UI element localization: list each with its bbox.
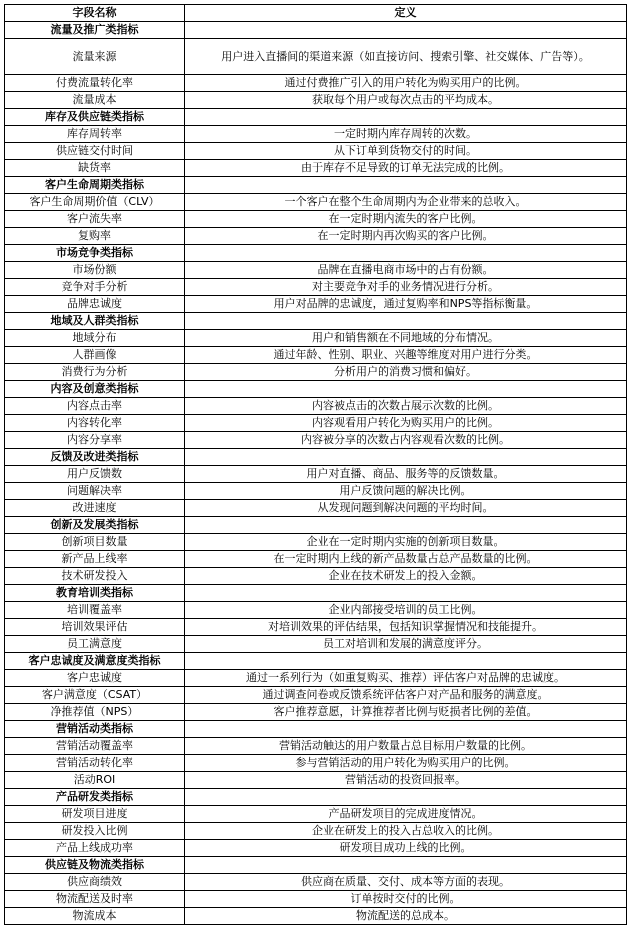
field-name-cell[interactable]: 人群画像: [5, 347, 185, 364]
field-name-cell[interactable]: 竞争对手分析: [5, 279, 185, 296]
category-title[interactable]: 客户忠诚度及满意度类指标: [5, 653, 185, 670]
category-empty-cell[interactable]: [185, 721, 627, 738]
field-name-cell[interactable]: 消费行为分析: [5, 364, 185, 381]
definition-cell[interactable]: 品牌在直播电商市场中的占有份额。: [185, 262, 627, 279]
table-row: [5, 568, 627, 585]
definition-cell[interactable]: 用户对品牌的忠诚度，通过复购率和NPS等指标衡量。: [185, 296, 627, 313]
table-row: [5, 296, 627, 313]
table-row: [5, 772, 627, 789]
table-row: [5, 466, 627, 483]
field-name-cell[interactable]: 客户流失率: [5, 211, 185, 228]
field-name-cell[interactable]: 库存周转率: [5, 126, 185, 143]
table-row: [5, 92, 627, 109]
field-name-cell[interactable]: 技术研发投入: [5, 568, 185, 585]
table-row: [5, 500, 627, 517]
table-row: [5, 619, 627, 636]
table-row: [5, 160, 627, 177]
field-name-cell[interactable]: 物流配送及时率: [5, 891, 185, 908]
category-title[interactable]: 供应链及物流类指标: [5, 857, 185, 874]
category-title[interactable]: 教育培训类指标: [5, 585, 185, 602]
definition-cell[interactable]: 从下订单到货物交付的时间。: [185, 143, 627, 160]
table-row: [5, 891, 627, 908]
field-name-cell[interactable]: 营销活动转化率: [5, 755, 185, 772]
table-row: [5, 806, 627, 823]
definition-cell[interactable]: 通过调查问卷或反馈系统评估客户对产品和服务的满意度。: [185, 687, 627, 704]
table-row: [5, 755, 627, 772]
definition-cell[interactable]: 一个客户在整个生命周期内为企业带来的总收入。: [185, 194, 627, 211]
category-row: [5, 857, 627, 874]
category-title[interactable]: 创新及发展类指标: [5, 517, 185, 534]
category-empty-cell[interactable]: [185, 177, 627, 194]
table-body: [5, 22, 627, 925]
table-row: [5, 908, 627, 925]
definition-cell[interactable]: 内容被分享的次数占内容观看次数的比例。: [185, 432, 627, 449]
definition-cell[interactable]: 由于库存不足导致的订单无法完成的比例。: [185, 160, 627, 177]
definition-cell[interactable]: 营销活动触达的用户数量占总目标用户数量的比例。: [185, 738, 627, 755]
table-row: [5, 738, 627, 755]
table-row: [5, 279, 627, 296]
category-title[interactable]: 内容及创意类指标: [5, 381, 185, 398]
category-title[interactable]: 地域及人群类指标: [5, 313, 185, 330]
definition-cell[interactable]: 在一定时期内上线的新产品数量占总产品数量的比例。: [185, 551, 627, 568]
category-row: [5, 381, 627, 398]
spreadsheet: [4, 4, 626, 925]
table-row: [5, 636, 627, 653]
field-name-cell[interactable]: 客户满意度（CSAT）: [5, 687, 185, 704]
table-row: [5, 126, 627, 143]
category-empty-cell[interactable]: [185, 789, 627, 806]
definition-cell[interactable]: 通过付费推广引入的用户转化为购买用户的比例。: [185, 75, 627, 92]
category-row: [5, 653, 627, 670]
table-row: [5, 364, 627, 381]
field-name-cell[interactable]: 缺货率: [5, 160, 185, 177]
table-row: [5, 670, 627, 687]
definition-cell[interactable]: 用户反馈问题的解决比例。: [185, 483, 627, 500]
table-row: [5, 874, 627, 891]
field-name-cell[interactable]: 内容分享率: [5, 432, 185, 449]
definition-cell[interactable]: 物流配送的总成本。: [185, 908, 627, 925]
table-row: [5, 687, 627, 704]
field-name-cell[interactable]: 培训覆盖率: [5, 602, 185, 619]
field-name-cell[interactable]: 培训效果评估: [5, 619, 185, 636]
table-row: [5, 211, 627, 228]
category-empty-cell[interactable]: [185, 857, 627, 874]
definition-cell[interactable]: 产品研发项目的完成进度情况。: [185, 806, 627, 823]
definition-cell[interactable]: 对培训效果的评估结果，包括知识掌握情况和技能提升。: [185, 619, 627, 636]
table-row: [5, 415, 627, 432]
category-title[interactable]: 流量及推广类指标: [5, 22, 185, 39]
table-row: [5, 39, 627, 75]
field-name-cell[interactable]: 用户反馈数: [5, 466, 185, 483]
definition-cell[interactable]: 内容观看用户转化为购买用户的比例。: [185, 415, 627, 432]
field-name-cell[interactable]: 流量来源: [5, 39, 185, 75]
field-name-cell[interactable]: 净推荐值（NPS）: [5, 704, 185, 721]
field-name-cell[interactable]: 营销活动覆盖率: [5, 738, 185, 755]
category-empty-cell[interactable]: [185, 245, 627, 262]
table-row: [5, 398, 627, 415]
definition-cell[interactable]: 获取每个用户或每次点击的平均成本。: [185, 92, 627, 109]
category-title[interactable]: 市场竞争类指标: [5, 245, 185, 262]
header-row: [5, 5, 627, 22]
table-row: [5, 551, 627, 568]
definition-cell[interactable]: 订单按时交付的比例。: [185, 891, 627, 908]
field-name-cell[interactable]: 地域分布: [5, 330, 185, 347]
table-row: [5, 432, 627, 449]
column-header-definition[interactable]: 定义: [185, 5, 627, 22]
definition-cell[interactable]: 企业在一定时期内实施的创新项目数量。: [185, 534, 627, 551]
category-row: [5, 177, 627, 194]
table-row: [5, 262, 627, 279]
category-title[interactable]: 客户生命周期类指标: [5, 177, 185, 194]
field-name-cell[interactable]: 客户忠诚度: [5, 670, 185, 687]
definition-cell[interactable]: 分析用户的消费习惯和偏好。: [185, 364, 627, 381]
field-name-cell[interactable]: 改进速度: [5, 500, 185, 517]
category-empty-cell[interactable]: [185, 449, 627, 466]
category-empty-cell[interactable]: [185, 109, 627, 126]
table-row: [5, 330, 627, 347]
category-empty-cell[interactable]: [185, 381, 627, 398]
table-row: [5, 194, 627, 211]
category-row: [5, 789, 627, 806]
definition-cell[interactable]: 内容被点击的次数占展示次数的比例。: [185, 398, 627, 415]
definition-cell[interactable]: 参与营销活动的用户转化为购买用户的比例。: [185, 755, 627, 772]
definition-cell[interactable]: 客户推荐意愿，计算推荐者比例与贬损者比例的差值。: [185, 704, 627, 721]
category-empty-cell[interactable]: [185, 313, 627, 330]
field-name-cell[interactable]: 研发投入比例: [5, 823, 185, 840]
field-name-cell[interactable]: 供应链交付时间: [5, 143, 185, 160]
definition-cell[interactable]: 一定时期内库存周转的次数。: [185, 126, 627, 143]
definition-cell[interactable]: 在一定时期内再次购买的客户比例。: [185, 228, 627, 245]
table-row: [5, 75, 627, 92]
category-title[interactable]: 产品研发类指标: [5, 789, 185, 806]
definition-cell[interactable]: 企业内部接受培训的员工比例。: [185, 602, 627, 619]
table-row: [5, 143, 627, 160]
table-row: [5, 347, 627, 364]
definition-cell[interactable]: 企业在研发上的投入占总收入的比例。: [185, 823, 627, 840]
definition-cell[interactable]: 研发项目成功上线的比例。: [185, 840, 627, 857]
field-name-cell[interactable]: 员工满意度: [5, 636, 185, 653]
definition-cell[interactable]: 通过年龄、性别、职业、兴趣等维度对用户进行分类。: [185, 347, 627, 364]
field-name-cell[interactable]: 内容转化率: [5, 415, 185, 432]
category-row: [5, 313, 627, 330]
category-title[interactable]: 营销活动类指标: [5, 721, 185, 738]
definition-cell[interactable]: 对主要竞争对手的业务情况进行分析。: [185, 279, 627, 296]
definition-cell[interactable]: 企业在技术研发上的投入金额。: [185, 568, 627, 585]
table-row: [5, 534, 627, 551]
field-name-cell[interactable]: 活动ROI: [5, 772, 185, 789]
definition-cell[interactable]: 营销活动的投资回报率。: [185, 772, 627, 789]
field-name-cell[interactable]: 复购率: [5, 228, 185, 245]
table-row: [5, 602, 627, 619]
category-empty-cell[interactable]: [185, 653, 627, 670]
category-title[interactable]: 库存及供应链类指标: [5, 109, 185, 126]
field-name-cell[interactable]: 新产品上线率: [5, 551, 185, 568]
definition-cell[interactable]: 通过一系列行为（如重复购买、推荐）评估客户对品牌的忠诚度。: [185, 670, 627, 687]
field-name-cell[interactable]: 付费流量转化率: [5, 75, 185, 92]
definition-cell[interactable]: 员工对培训和发展的满意度评分。: [185, 636, 627, 653]
metrics-table: [4, 4, 627, 925]
field-name-cell[interactable]: 产品上线成功率: [5, 840, 185, 857]
field-name-cell[interactable]: 市场份额: [5, 262, 185, 279]
category-row: [5, 585, 627, 602]
field-name-cell[interactable]: 创新项目数量: [5, 534, 185, 551]
table-row: [5, 228, 627, 245]
table-row: [5, 483, 627, 500]
table-row: [5, 704, 627, 721]
definition-cell[interactable]: 用户和销售额在不同地域的分布情况。: [185, 330, 627, 347]
definition-cell[interactable]: 供应商在质量、交付、成本等方面的表现。: [185, 874, 627, 891]
field-name-cell[interactable]: 客户生命周期价值（CLV）: [5, 194, 185, 211]
category-title[interactable]: 反馈及改进类指标: [5, 449, 185, 466]
field-name-cell[interactable]: 研发项目进度: [5, 806, 185, 823]
field-name-cell[interactable]: 品牌忠诚度: [5, 296, 185, 313]
field-name-cell[interactable]: 物流成本: [5, 908, 185, 925]
category-row: [5, 721, 627, 738]
column-header-name[interactable]: 字段名称: [5, 5, 185, 22]
category-empty-cell[interactable]: [185, 22, 627, 39]
table-row: [5, 823, 627, 840]
category-row: [5, 22, 627, 39]
definition-cell[interactable]: 在一定时期内流失的客户比例。: [185, 211, 627, 228]
field-name-cell[interactable]: 供应商绩效: [5, 874, 185, 891]
field-name-cell[interactable]: 流量成本: [5, 92, 185, 109]
category-row: [5, 109, 627, 126]
definition-cell[interactable]: 用户进入直播间的渠道来源（如直接访问、搜索引擎、社交媒体、广告等）。: [185, 39, 627, 75]
category-row: [5, 449, 627, 466]
category-empty-cell[interactable]: [185, 585, 627, 602]
field-name-cell[interactable]: 内容点击率: [5, 398, 185, 415]
table-row: [5, 840, 627, 857]
category-empty-cell[interactable]: [185, 517, 627, 534]
category-row: [5, 517, 627, 534]
category-row: [5, 245, 627, 262]
definition-cell[interactable]: 用户对直播、商品、服务等的反馈数量。: [185, 466, 627, 483]
definition-cell[interactable]: 从发现问题到解决问题的平均时间。: [185, 500, 627, 517]
field-name-cell[interactable]: 问题解决率: [5, 483, 185, 500]
